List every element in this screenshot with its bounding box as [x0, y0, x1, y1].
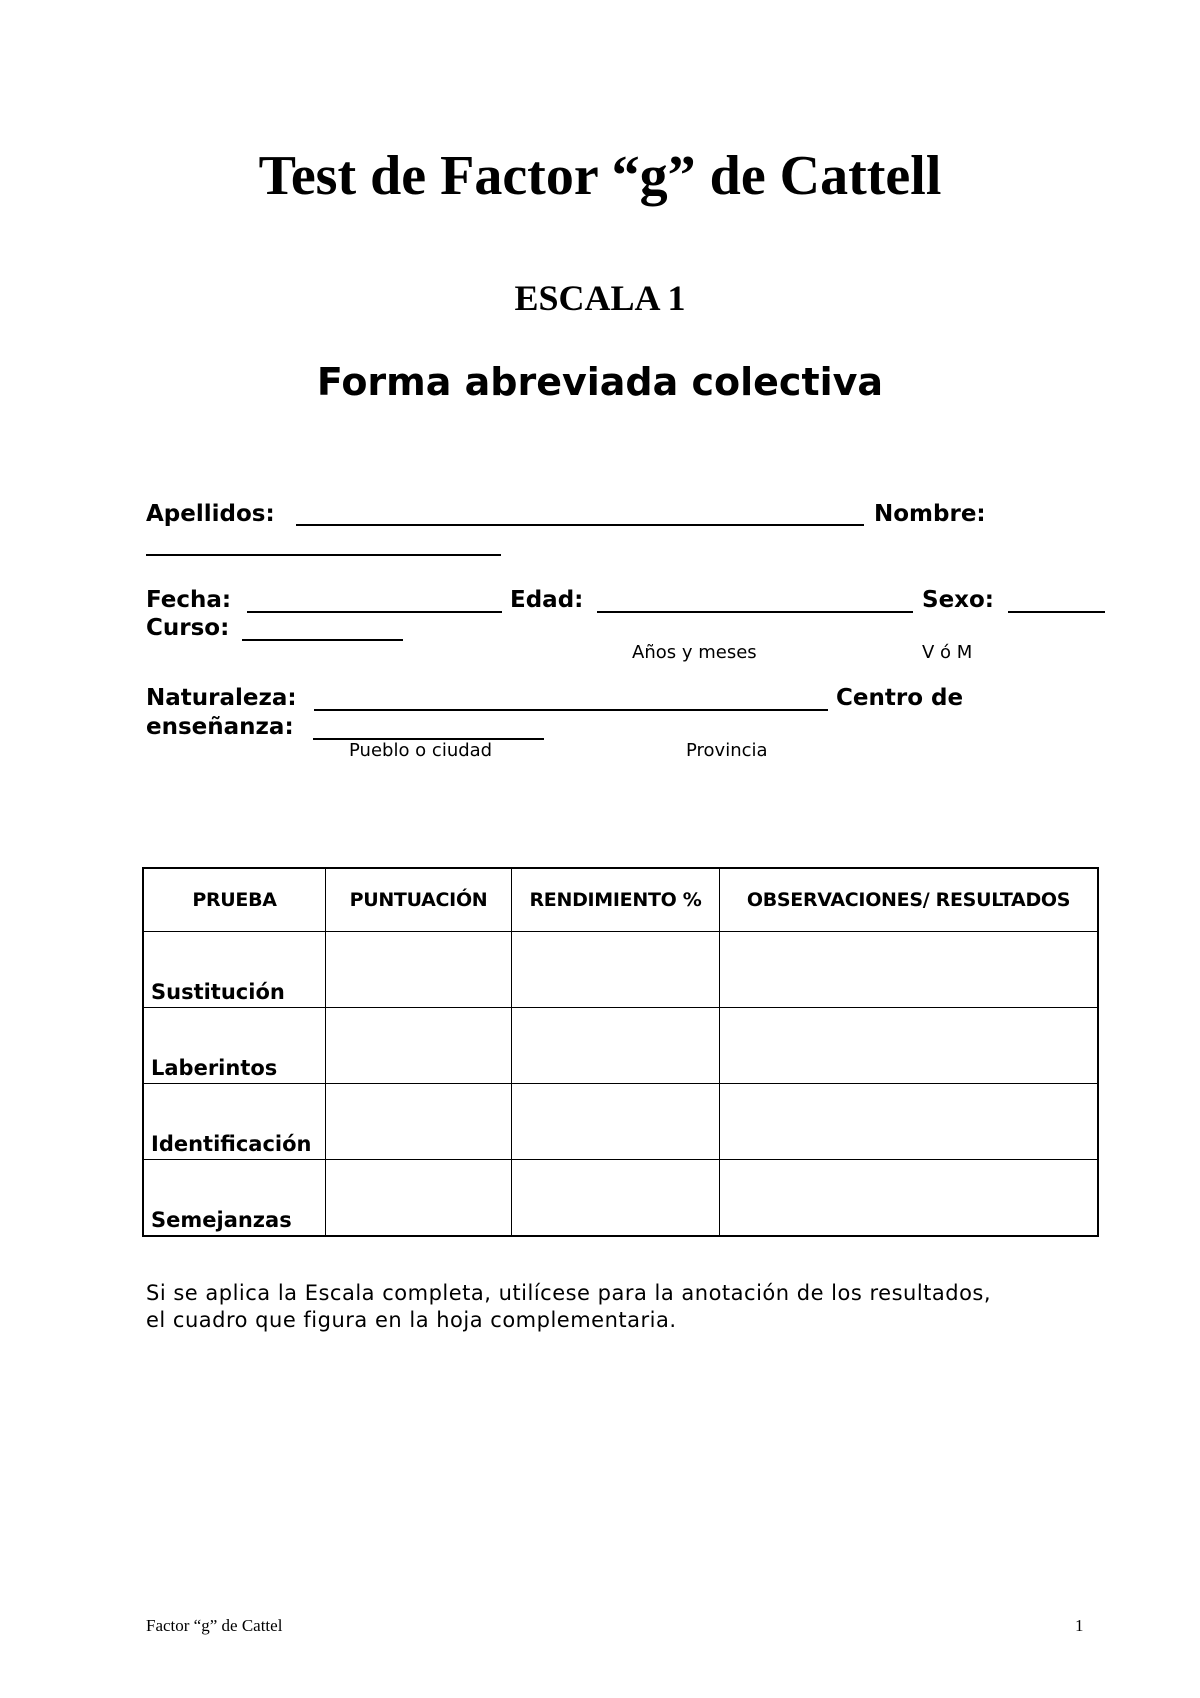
table-row — [144, 932, 1098, 1008]
puntuacion-cell[interactable] — [326, 1008, 512, 1084]
table-header-row — [144, 869, 1098, 932]
note-line-2: el cuadro que figura en la hoja complementaria. — [146, 1308, 677, 1332]
pueblo-hint: Pueblo o ciudad — [349, 740, 493, 761]
observaciones-cell[interactable] — [720, 932, 1098, 1008]
rendimiento-cell[interactable] — [512, 932, 720, 1008]
observaciones-cell[interactable] — [720, 1008, 1098, 1084]
prueba-cell: Sustitución — [144, 932, 326, 1008]
puntuacion-cell[interactable] — [326, 1084, 512, 1160]
sexo-label: Sexo: — [922, 587, 994, 613]
table-row — [144, 1160, 1098, 1236]
provincia-hint: Provincia — [686, 740, 768, 761]
apellidos-label: Apellidos: — [146, 501, 275, 527]
header-rendimiento: RENDIMIENTO % — [512, 869, 720, 932]
rendimiento-cell[interactable] — [512, 1084, 720, 1160]
prueba-cell: Identificación — [144, 1084, 326, 1160]
prueba-cell: Laberintos — [144, 1008, 326, 1084]
footer-text: Factor “g” de Cattel — [146, 1616, 283, 1635]
observaciones-cell[interactable] — [720, 1084, 1098, 1160]
nombre-field[interactable] — [146, 554, 501, 556]
instructions-note — [146, 1280, 1126, 1334]
rendimiento-cell[interactable] — [512, 1160, 720, 1236]
prueba-cell: Semejanzas — [144, 1160, 326, 1236]
results-table — [143, 868, 1098, 1236]
observaciones-cell[interactable] — [720, 1160, 1098, 1236]
curso-field[interactable] — [242, 639, 403, 641]
scale-heading: ESCALA 1 — [514, 278, 686, 318]
fecha-field[interactable] — [247, 611, 502, 613]
header-prueba: PRUEBA — [144, 869, 326, 932]
table-row — [144, 1084, 1098, 1160]
puntuacion-cell[interactable] — [326, 1160, 512, 1236]
edad-hint: Años y meses — [632, 642, 757, 663]
curso-label: Curso: — [146, 615, 230, 641]
form-heading: Forma abreviada colectiva — [316, 360, 884, 404]
table-row — [144, 1008, 1098, 1084]
puntuacion-cell[interactable] — [326, 932, 512, 1008]
header-puntuacion: PUNTUACIÓN — [326, 869, 512, 932]
nombre-label: Nombre: — [874, 501, 986, 527]
sexo-hint: V ó M — [922, 642, 973, 663]
rendimiento-cell[interactable] — [512, 1008, 720, 1084]
apellidos-field[interactable] — [296, 524, 864, 526]
centro-label: Centro de — [836, 685, 964, 711]
note-line-1: Si se aplica la Escala completa, utilícese para la anotación de los resultados, — [146, 1281, 992, 1305]
edad-label: Edad: — [510, 587, 584, 613]
sexo-field[interactable] — [1008, 611, 1105, 613]
page-number: 1 — [1075, 1616, 1084, 1635]
naturaleza-label: Naturaleza: — [146, 685, 297, 711]
edad-field[interactable] — [597, 611, 913, 613]
document-title: Test de Factor “g” de Cattell — [258, 145, 942, 207]
fecha-label: Fecha: — [146, 587, 232, 613]
header-observaciones: OBSERVACIONES/ RESULTADOS — [720, 869, 1098, 932]
ensenanza-label: enseñanza: — [146, 714, 294, 740]
naturaleza-field[interactable] — [314, 709, 828, 711]
